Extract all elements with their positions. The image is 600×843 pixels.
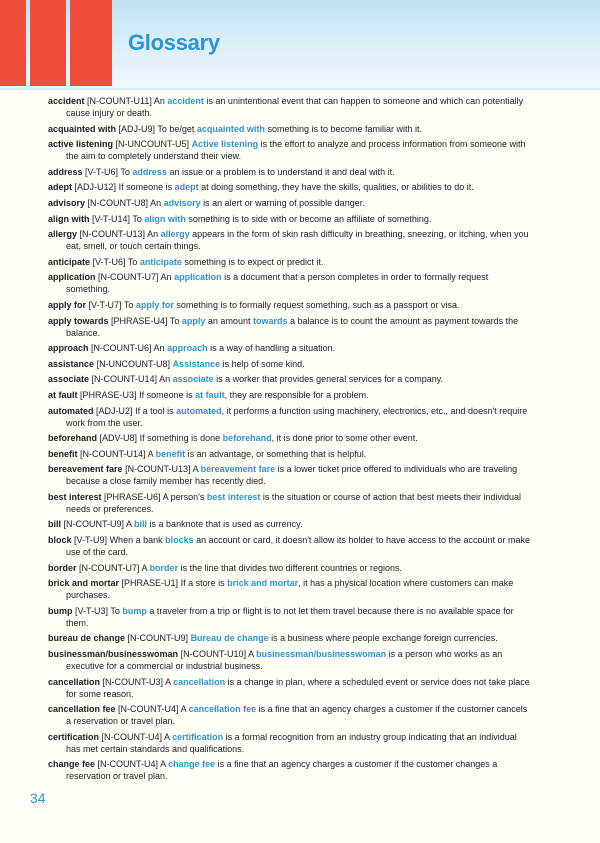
glossary-entry <box>48 373 533 385</box>
definition-text: A <box>126 519 135 530</box>
definition-text: a traveler from a trip or flight is to not let them travel because there is no available space for them. <box>66 605 514 628</box>
definition-text: is a lower ticket price offered to individuals who are traveling because a close family member has recently died. <box>66 464 518 487</box>
definition-text: When a bank <box>109 535 166 546</box>
highlighted-term: benefit <box>155 448 186 459</box>
entry-tag: [V-T-U9] <box>74 535 108 546</box>
definition-text: , it has a physical location where customers can make purchases. <box>66 578 514 601</box>
entry-tag: [N-COUNT-U13] <box>79 229 146 240</box>
entry-tag: [N-COUNT-U4] <box>118 704 179 715</box>
entry-term: associate <box>48 374 90 385</box>
page-title: Glossary <box>128 30 220 55</box>
entry-term: cancellation fee <box>48 704 116 715</box>
highlighted-term: bill <box>134 519 148 530</box>
definition-text: To <box>120 166 133 177</box>
entry-term: bereavement fare <box>48 464 123 475</box>
definition-text: an issue or a problem is to understand it and deal with it. <box>166 166 395 177</box>
definition-text: appears in the form of skin rash difficulty in breathing, sneezing, or itching, when you eat, smell, or touch certain things. <box>66 229 529 252</box>
entry-tag: [N-UNCOUNT-U5] <box>115 139 190 150</box>
definition-text: To <box>123 299 136 310</box>
definition-text: An <box>159 374 173 385</box>
entry-term: apply for <box>48 299 87 310</box>
entry-tag: [V-T-U14] <box>92 213 131 224</box>
glossary-entry <box>48 213 533 225</box>
entry-term: cancellation <box>48 676 101 687</box>
glossary-entry <box>48 389 533 401</box>
entry-tag: [N-COUNT-U13] <box>125 464 191 475</box>
highlighted-term: align with <box>144 213 186 224</box>
entry-term: block <box>48 535 72 546</box>
definition-text: at doing something, they have the skills, qualities, or abilities to do it. <box>198 182 474 193</box>
entry-term: change fee <box>48 759 96 770</box>
entry-term: anticipate <box>48 256 91 267</box>
highlighted-term: bump <box>122 605 147 616</box>
highlighted-term: beforehand <box>222 433 272 444</box>
definition-text: A <box>160 759 169 770</box>
highlighted-term: Assistance <box>172 358 221 369</box>
red-tab <box>30 0 66 86</box>
highlighted-term: best interest <box>206 491 261 502</box>
glossary-entry <box>48 731 533 755</box>
entry-tag: [N-COUNT-U4] <box>101 731 163 742</box>
definition-text: is a fine that an agency charges a customer if the customer cancels a reservation or travel plan. <box>66 704 528 727</box>
entry-tag: [PHRASE-U1] <box>121 578 179 589</box>
highlighted-term: Bureau de change <box>190 633 269 644</box>
entry-term: active listening <box>48 139 114 150</box>
entry-tag: [N-COUNT-U6] <box>91 343 152 354</box>
glossary-entry <box>48 271 533 295</box>
definition-text: an amount <box>205 315 253 326</box>
header <box>0 0 600 90</box>
entry-tag: [N-COUNT-U11] <box>87 96 152 106</box>
entry-tag: [V-T-U3] <box>75 605 109 616</box>
definition-text: , it is done prior to some other event. <box>271 433 418 444</box>
entry-term: accident <box>48 96 85 106</box>
entry-term: bump <box>48 605 73 616</box>
entry-tag: [PHRASE-U6] <box>104 491 161 502</box>
definition-text: is a business where people exchange foreign currencies. <box>268 633 498 644</box>
definition-text: is the effort to analyze and process information from someone with the aim to completely understand their view. <box>66 139 526 162</box>
highlighted-term: application <box>174 272 222 283</box>
definition-text: An <box>153 96 168 106</box>
definition-text: is an alert or warning of possible danger. <box>200 197 365 208</box>
definition-text: A <box>164 731 173 742</box>
definition-text: is a banknote that is used as currency. <box>147 519 303 530</box>
glossary-entry <box>48 197 533 209</box>
entry-tag: [N-COUNT-U9] <box>127 633 189 644</box>
red-tab <box>0 0 26 86</box>
definition-text: something is to expect or predict it. <box>181 256 324 267</box>
definition-text: is an advantage, or something that is helpful. <box>185 448 367 459</box>
entry-tag: [N-COUNT-U8] <box>87 197 149 208</box>
glossary-entry <box>48 138 533 162</box>
entry-term: beforehand <box>48 433 98 444</box>
glossary-entry <box>48 605 533 629</box>
highlighted-term: cancellation <box>173 676 226 687</box>
highlighted-term: change fee <box>168 759 216 770</box>
red-tab <box>70 0 112 86</box>
definition-text: is an unintentional event that can happen to someone and which can potentially cause injury or death. <box>66 96 524 118</box>
glossary-entry <box>48 648 533 672</box>
entry-term: best interest <box>48 491 102 502</box>
glossary-entry <box>48 358 533 370</box>
definition-text: A <box>248 649 257 660</box>
definition-text: is a document that a person completes in order to formally request something. <box>66 272 489 295</box>
entry-term: adept <box>48 182 73 193</box>
entry-tag: [N-COUNT-U3] <box>102 676 164 687</box>
definition-text: A <box>147 448 156 459</box>
definition-text: , they are responsible for a problem. <box>224 389 369 400</box>
entry-term: at fault <box>48 389 78 400</box>
entry-tag: [ADJ-U9] <box>118 123 156 134</box>
definition-text: is a change in plan, where a scheduled event or service does not take place for some reason. <box>66 676 530 699</box>
entry-tag: [V-T-U6] <box>92 256 126 267</box>
entry-tag: [N-COUNT-U14] <box>80 448 146 459</box>
definition-text: An <box>150 197 164 208</box>
glossary-entry <box>48 534 533 558</box>
highlighted-term: apply <box>181 315 206 326</box>
highlighted-term: approach <box>167 343 208 354</box>
entry-term: apply towards <box>48 315 109 326</box>
glossary-entry <box>48 703 533 727</box>
entry-term: certification <box>48 731 100 742</box>
entry-tag: [N-COUNT-U4] <box>97 759 159 770</box>
highlighted-term: certification <box>172 731 224 742</box>
highlighted-term: towards <box>252 315 288 326</box>
glossary-entry <box>48 95 533 119</box>
highlighted-term: bereavement fare <box>200 464 276 475</box>
entry-term: advisory <box>48 197 86 208</box>
entry-term: approach <box>48 343 89 354</box>
page-number: 34 <box>30 790 46 806</box>
definition-text: is the situation or course of action that best meets their individual needs or preferences. <box>66 491 521 514</box>
highlighted-term: advisory <box>163 197 201 208</box>
definition-text: A <box>192 464 201 475</box>
highlighted-term: address <box>132 166 167 177</box>
definition-text: To be/get <box>157 123 197 134</box>
glossary-entry <box>48 577 533 601</box>
entry-term: bill <box>48 519 61 530</box>
definition-text: To <box>169 315 182 326</box>
glossary-entry <box>48 405 533 429</box>
definition-text: something is to formally request something, such as a passport or visa. <box>173 299 460 310</box>
definition-text: , it performs a function using machinery, electronics, etc., and doesn't require work from the user. <box>66 405 528 428</box>
definition-text: To <box>127 256 140 267</box>
definition-text: is a fine that an agency charges a customer if the customer changes a reservation or travel plan. <box>66 759 498 782</box>
entry-term: align with <box>48 213 90 224</box>
definition-text: is the line that divides two different countries or regions. <box>178 562 403 573</box>
glossary-entry <box>48 299 533 311</box>
glossary-entry <box>48 632 533 644</box>
definition-text: A <box>165 676 174 687</box>
glossary-entry <box>48 123 533 135</box>
entry-term: acquainted with <box>48 123 117 134</box>
definition-text: To <box>110 605 123 616</box>
definition-text: If something is done <box>139 433 223 444</box>
highlighted-term: allergy <box>160 229 190 240</box>
highlighted-term: apply for <box>135 299 174 310</box>
highlighted-term: Active listening <box>191 139 259 150</box>
glossary-entry <box>48 228 533 252</box>
entry-tag: [V-T-U6] <box>85 166 119 177</box>
highlighted-term: adept <box>174 182 199 193</box>
glossary-entry <box>48 676 533 700</box>
entry-term: automated <box>48 405 94 416</box>
highlighted-term: accident <box>167 96 204 106</box>
entry-tag: [N-COUNT-U9] <box>63 519 125 530</box>
glossary-entry <box>48 448 533 460</box>
entry-tag: [N-COUNT-U7] <box>98 272 159 283</box>
highlighted-term: businessman/businesswoman <box>256 649 387 660</box>
glossary-entry <box>48 342 533 354</box>
glossary-entry <box>48 758 533 782</box>
highlighted-term: acquainted with <box>196 123 265 134</box>
glossary-entry <box>48 315 533 339</box>
glossary-entry <box>48 491 533 515</box>
header-rule <box>0 88 600 90</box>
definition-text: is a formal recognition from an industry group indicating that an individual has met certain standards and qualifications. <box>66 731 517 754</box>
definition-text: A <box>141 562 150 573</box>
entry-tag: [N-COUNT-U10] <box>180 649 247 660</box>
highlighted-term: blocks <box>165 535 194 546</box>
definition-text: If someone is <box>139 389 196 400</box>
entry-term: address <box>48 166 83 177</box>
definition-text: An <box>147 229 161 240</box>
highlighted-term: cancellation fee <box>188 704 257 715</box>
entry-tag: [ADV-U8] <box>99 433 138 444</box>
definition-text: If someone is <box>118 182 175 193</box>
highlighted-term: anticipate <box>139 256 182 267</box>
definition-text: something is to become familiar with it. <box>264 123 422 134</box>
definition-text: is help of some kind. <box>220 358 305 369</box>
glossary-entry <box>48 562 533 574</box>
highlighted-term: border <box>149 562 179 573</box>
glossary-entry <box>48 181 533 193</box>
definition-text: is a person who works as an executive for a commercial or industrial business. <box>66 649 503 672</box>
highlighted-term: at fault <box>195 389 225 400</box>
highlighted-term: brick and mortar <box>227 578 299 589</box>
definition-text: an account or card, it doesn't allow its holder to have access to the account or make use of the card. <box>66 535 531 558</box>
entry-term: benefit <box>48 448 78 459</box>
entry-term: assistance <box>48 358 95 369</box>
entry-tag: [N-UNCOUNT-U8] <box>96 358 171 369</box>
glossary-entry <box>48 518 533 530</box>
entry-tag: [ADJ-U2] <box>96 405 133 416</box>
definition-text: is a way of handling a situation. <box>207 343 336 354</box>
entry-term: bureau de change <box>48 633 126 644</box>
entry-term: border <box>48 562 77 573</box>
entry-term: allergy <box>48 229 78 240</box>
entry-tag: [ADJ-U12] <box>74 182 117 193</box>
definition-text: A person's <box>162 491 207 502</box>
entry-tag: [N-COUNT-U7] <box>79 562 140 573</box>
highlighted-term: associate <box>172 374 214 385</box>
glossary-entry <box>48 256 533 268</box>
glossary-entry <box>48 463 533 487</box>
definition-text: A <box>180 704 189 715</box>
definition-text: is a worker that provides general services for a company. <box>213 374 444 385</box>
definition-text: a balance is to count the amount as payment towards the balance. <box>66 315 519 338</box>
glossary-entry <box>48 432 533 444</box>
definition-text: An <box>160 272 175 283</box>
definition-text: An <box>153 343 168 354</box>
definition-text: If a tool is <box>135 405 177 416</box>
definition-text: something is to side with or become an affiliate of something. <box>185 213 432 224</box>
definition-text: To <box>132 213 145 224</box>
glossary-list <box>48 95 533 786</box>
entry-term: businessman/businesswoman <box>48 649 179 660</box>
highlighted-term: automated <box>176 405 222 416</box>
entry-term: application <box>48 272 96 283</box>
entry-tag: [N-COUNT-U14] <box>91 374 158 385</box>
entry-tag: [V-T-U7] <box>88 299 122 310</box>
definition-text: If a store is <box>180 578 228 589</box>
entry-tag: [PHRASE-U4] <box>111 315 168 326</box>
glossary-entry <box>48 166 533 178</box>
entry-tag: [PHRASE-U3] <box>80 389 137 400</box>
entry-term: brick and mortar <box>48 578 120 589</box>
